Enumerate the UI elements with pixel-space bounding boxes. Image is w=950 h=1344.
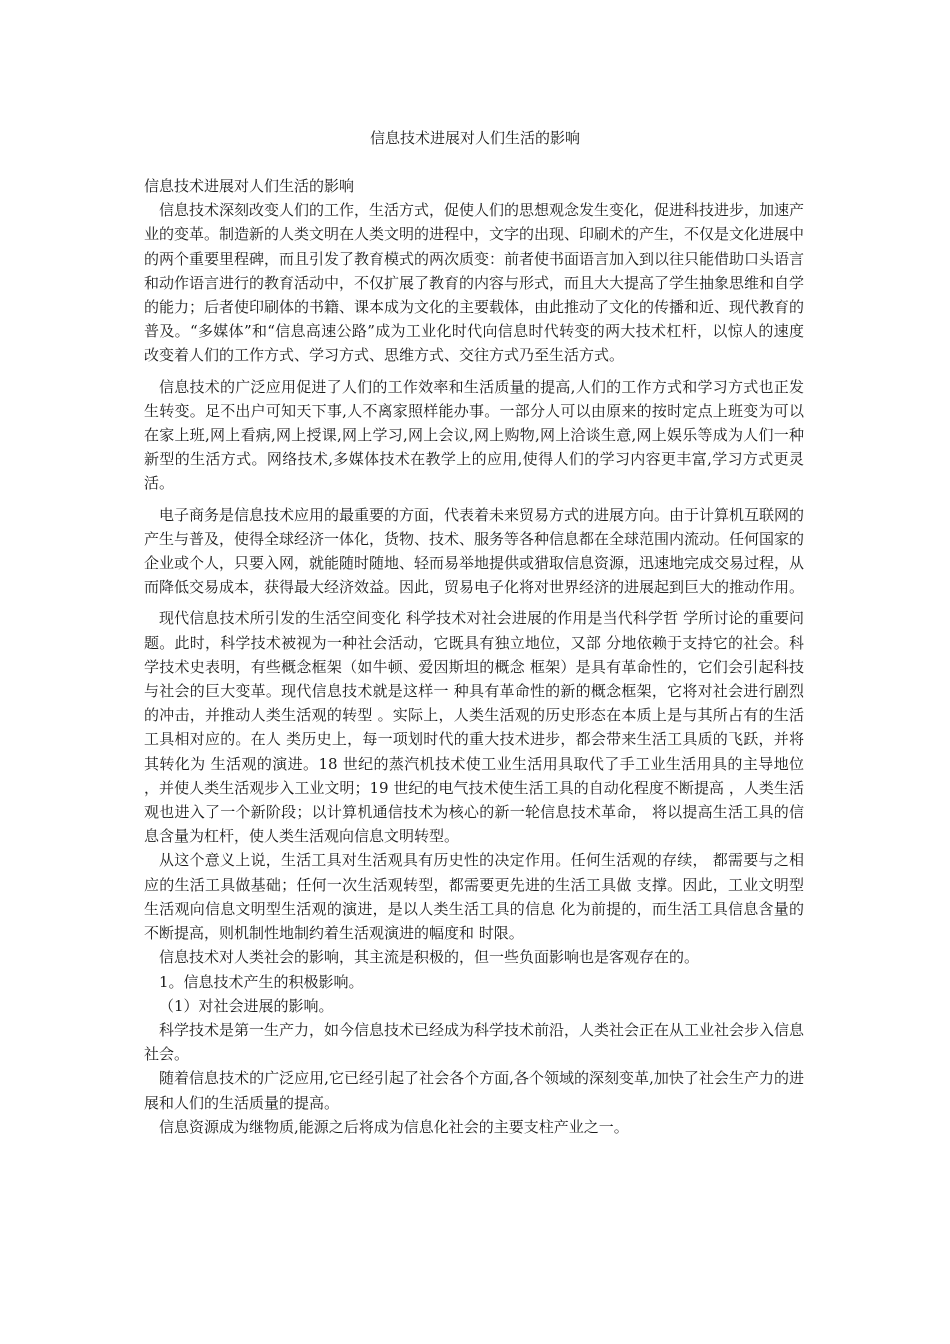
paragraph: 随着信息技术的广泛应用,它已经引起了社会各个方面,各个领域的深刻变革,加快了社会生产力的进展和人们的生活质量的提高。 (144, 1069, 804, 1112)
paragraph: 信息技术对人类社会的影响，其主流是积极的，但一些负面影响也是客观存在的。 (159, 948, 700, 967)
document-body (144, 174, 804, 1139)
document-subtitle: 信息技术进展对人们生活的影响 (144, 177, 355, 195)
paragraph: 科学技术是第一生产力，如今信息技术已经成为科学技术前沿，人类社会正在从工业社会步入信息社会。 (144, 1020, 805, 1064)
document-title: 信息技术进展对人们生活的影响 (369, 129, 580, 147)
paragraph: 信息技术深刻改变人们的工作，生活方式，促使人们的思想观念发生变化，促进科技进步，加速产业的变革。制造新的人类文明在人类文明的进程中，文字的出现、印刷术的产生，不仅是文化进展中的两个重要里程碑，而且引发了教育模式的两次质变：前者使书面语言加入到以往只能借助口头语言和动作语言进行的教育活动中，不仅扩展了教育的内容与形式，而且大大提高了学生抽象思维和自学的能力；后者使印刷体的书籍、课本成为文化的主要载体，由此推动了文化的传播和近、现代教育的普及。“多媒体”和“信息高速公路”成为工业化时代向信息时代转变的两大技术杠杆，以惊人的速度改变着人们的工作方式、学习方式、思维方式、交往方式乃至生活方式。 (144, 201, 805, 365)
list-heading: 1。信息技术产生的积极影响。 (159, 972, 364, 991)
list-subheading: （1）对社会进展的影响。 (159, 996, 334, 1015)
paragraph: 信息资源成为继物质,能源之后将成为信息化社会的主要支柱产业之一。 (159, 1117, 629, 1136)
paragraph: 现代信息技术所引发的生活空间变化 科学技术对社会进展的作用是当代科学哲 学所讨论的重要问题。此时，科学技术被视为一种社会活动，它既具有独立地位，又部 分地依赖于支持它的社会。科学技术史表明，有些概念框架（如牛顿、爱因斯坦的概念 框架）是具有革命性的，它们会引起科技与社会的巨大变革。现代信息技术就是这样一 种具有革命性的新的概念框架，它将对社会进行剧烈的冲击，并推动人类生活观的转型 。实际上，人类生活观的历史形态在本质上是与其所占有的生活工具相对应的。在人 类历史上，每一项划时代的重大技术进步，都会带来生活工具质的飞跃，并将其转化为 生活观的演进。18 世纪的蒸汽机技术使工业生活用具取代了手工业生活用具的主导地位 ，并使人类生活观步入工业文明；19 世纪的电气技术使生活工具的自动化程度不断提高 ，人类生活观也进入了一个新阶段；以计算机通信技术为核心的新一轮信息技术革命， 将以提高生活工具的信息含量为杠杆，使人类生活观向信息文明转型。 (144, 609, 804, 846)
paragraph: 电子商务是信息技术应用的最重要的方面，代表着未来贸易方式的进展方向。由于计算机互联网的产生与普及，使得全球经济一体化，货物、技术、服务等各种信息都在全球范围内流动。任何国家的企业或个人，只要入网，就能随时随地、轻而易举地提供或猎取信息资源，迅速地完成交易过程，从而降低交易成本，获得最大经济效益。因此，贸易电子化将对世界经济的进展起到巨大的推动作用。 (144, 505, 805, 597)
paragraph: 从这个意义上说，生活工具对生活观具有历史性的决定作用。任何生活观的存续， 都需要与之相应的生活工具做基础；任何一次生活观转型，都需要更先进的生活工具做 支撑。因此，工业文明型生活观向信息文明型生活观的演进，是以人类生活工具的信息 化为前提的，而生活工具信息含量的不断提高，则机制性地制约着生活观演进的幅度和 时限。 (144, 851, 804, 943)
paragraph: 信息技术的广泛应用促进了人们的工作效率和生活质量的提高,人们的工作方式和学习方式也正发生转变。足不出户可知天下事,人不离家照样能办事。一部分人可以由原来的按时定点上班变为可以在家上班,网上看病,网上授课,网上学习,网上会议,网上购物,网上洽谈生意,网上娱乐等成为人们一种新型的生活方式。网络技术,多媒体技术在教学上的应用,使得人们的学习内容更丰富,学习方式更灵活。 (144, 377, 804, 493)
